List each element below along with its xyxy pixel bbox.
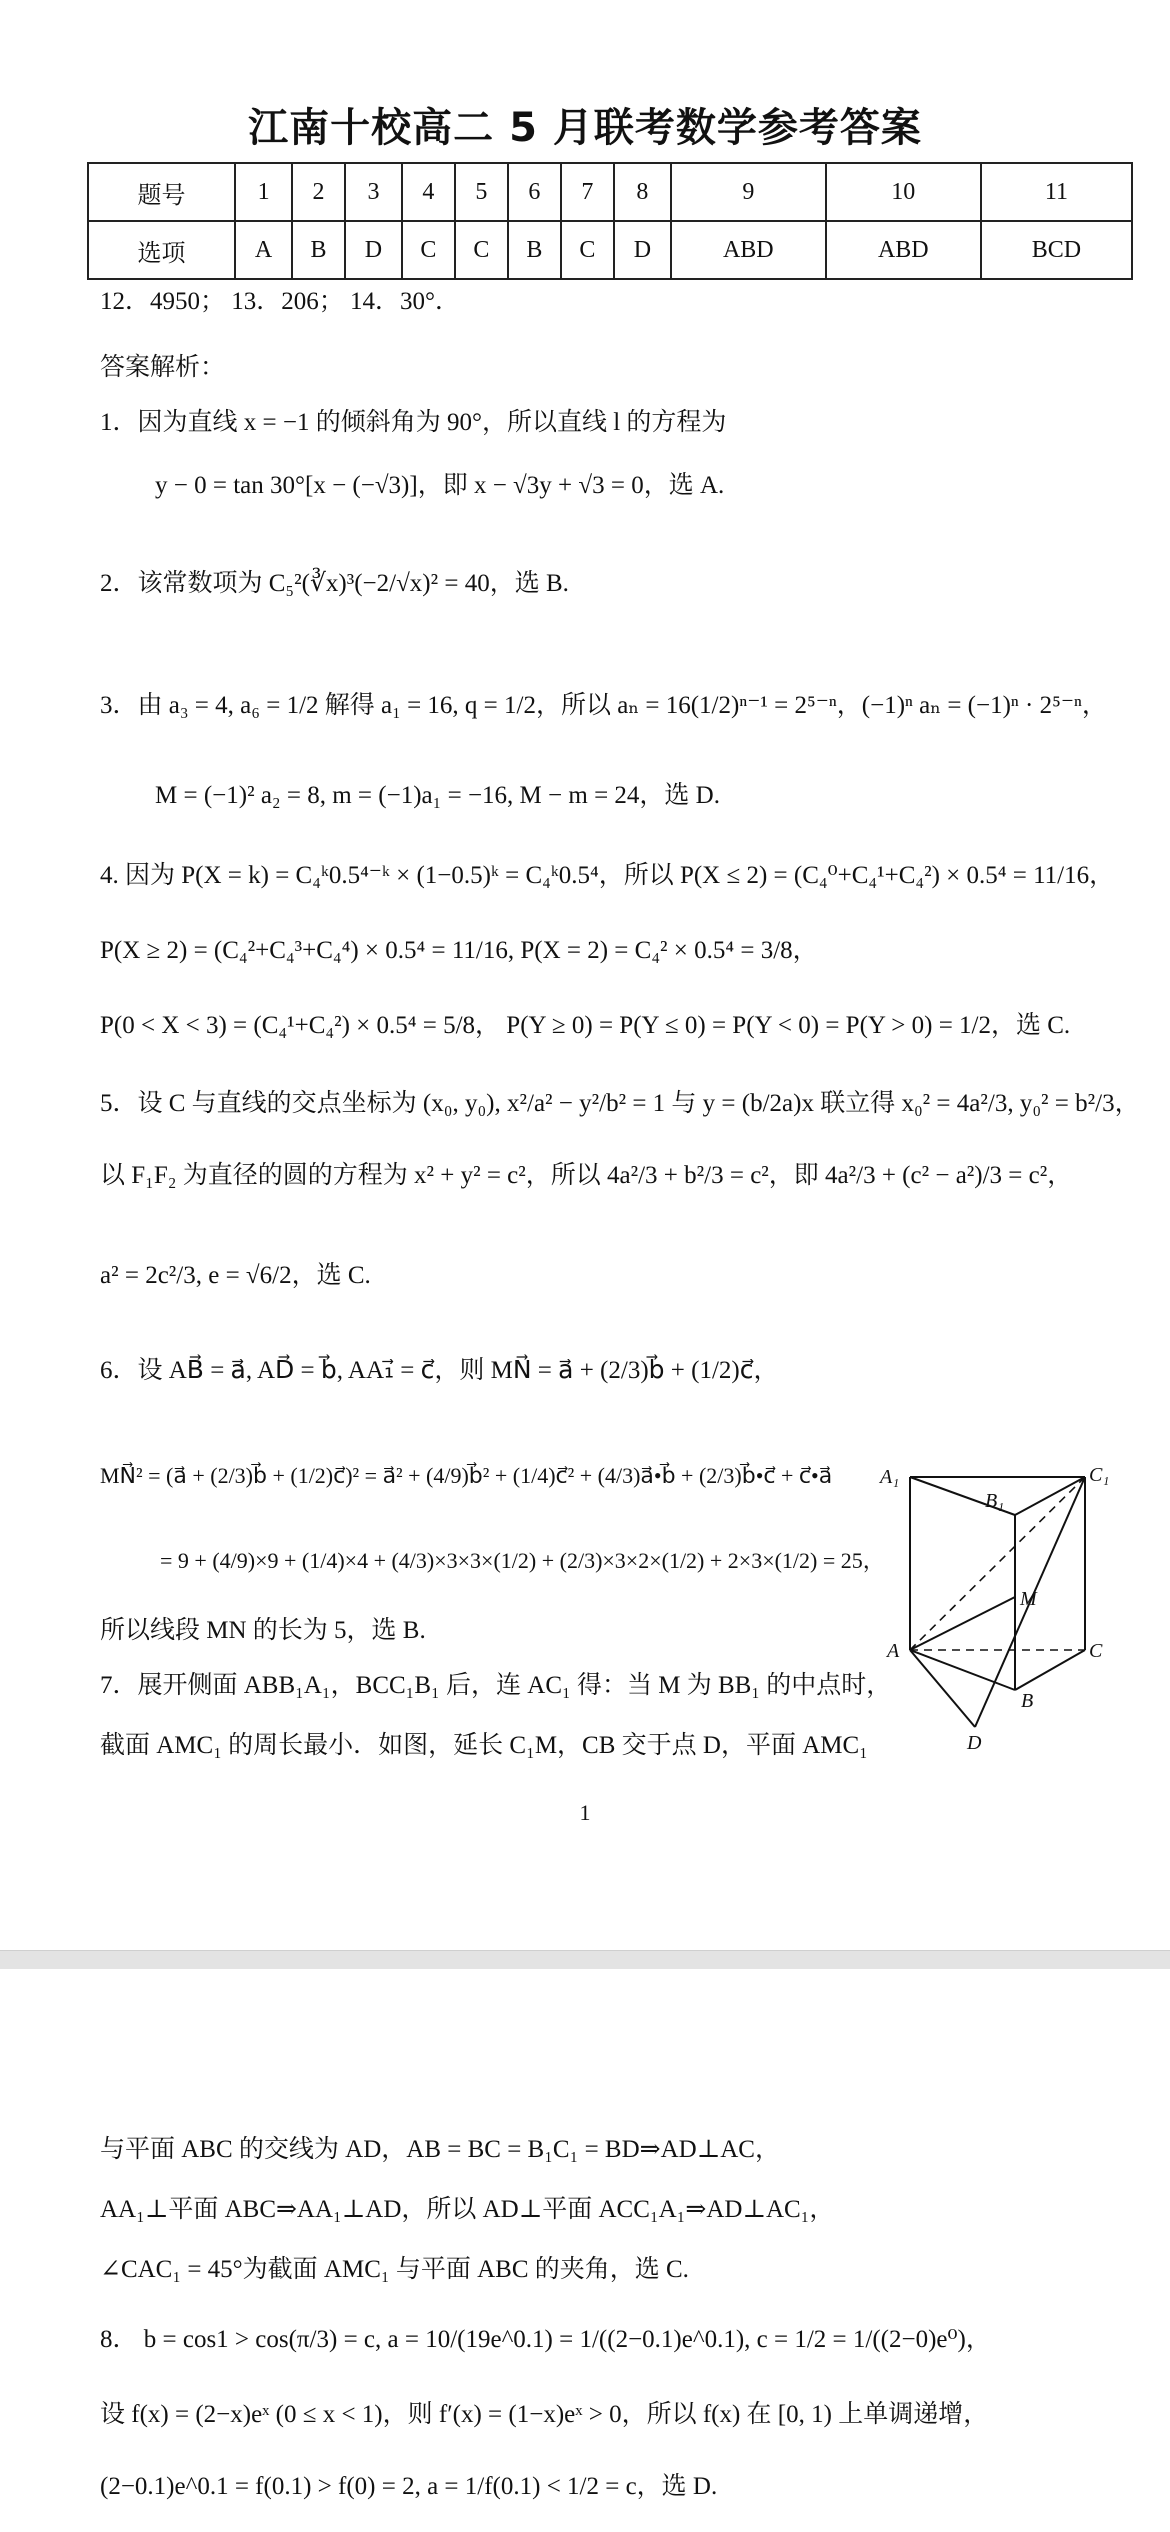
solution-line: 6．设 AB⃗ = a⃗, AD⃗ = b⃗, AA₁⃗ = c⃗，则 MN⃗ = a⃗ + (2/3)b⃗ + (1/2)c⃗，	[100, 1357, 779, 1384]
solution-line: a² = 2c²/3, e = √6/2，选 C.	[100, 1262, 371, 1289]
table-cell: 4	[402, 163, 455, 221]
solution-line: = 9 + (4/9)×9 + (1/4)×4 + (4/3)×3×3×(1/2) + (2/3)×3×2×(1/2) + 2×3×(1/2) = 25，	[160, 1548, 885, 1573]
table-cell: ABD	[826, 221, 981, 279]
solution-line: 2．该常数项为 C₅²(∛x)³(−2/√x)² = 40，选 B.	[100, 570, 569, 597]
table-cell: D	[614, 221, 671, 279]
label-a: A	[887, 1640, 900, 1662]
solution-line: 3．由 a₃ = 4, a₆ = 1/2 解得 a₁ = 16, q = 1/2，所以 aₙ = 16(1/2)ⁿ⁻¹ = 2⁵⁻ⁿ，(−1)ⁿ aₙ = (−1)ⁿ · 2⁵⁻ⁿ，	[100, 692, 1107, 719]
solution-line: 以 F₁F₂ 为直径的圆的方程为 x² + y² = c²，所以 4a²/3 + b²/3 = c²，即 4a²/3 + (c² − a²)/3 = c²，	[100, 1162, 1073, 1189]
solution-line: y − 0 = tan 30°[x − (−√3)]，即 x − √3y + √3 = 0，选 A.	[155, 472, 725, 499]
document-title: 江南十校高二 5 月联考数学参考答案	[248, 105, 922, 151]
table-cell: 7	[561, 163, 614, 221]
solution-line: (2−0.1)e^0.1 = f(0.1) > f(0) = 2, a = 1/f(0.1) < 1/2 = c，选 D.	[100, 2473, 718, 2500]
solution-line: 截面 AMC₁ 的周长最小．如图，延长 C₁M，CB 交于点 D，平面 AMC₁	[100, 1732, 868, 1759]
solution-line: 7．展开侧面 ABB₁A₁，BCC₁B₁ 后，连 AC₁ 得：当 M 为 BB₁ 的中点时，	[100, 1672, 892, 1699]
answer-table	[87, 162, 1133, 280]
table-cell: 选项	[88, 221, 235, 279]
table-cell: C	[561, 221, 614, 279]
solution-line: MN⃗² = (a⃗ + (2/3)b⃗ + (1/2)c⃗)² = a⃗² + (4/9)b⃗² + (1/4)c⃗² + (4/3)a⃗•b⃗ + (2/3)b⃗•c⃗ + c⃗•a⃗	[100, 1463, 833, 1488]
table-cell: 1	[235, 163, 292, 221]
table-cell: C	[455, 221, 508, 279]
table-cell: 11	[981, 163, 1132, 221]
solution-line: P(0 < X < 3) = (C₄¹+C₄²) × 0.5⁴ = 5/8， P(Y ≥ 0) = P(Y ≤ 0) = P(Y < 0) = P(Y > 0) = 1/2，选 C.	[100, 1012, 1071, 1039]
label-m: M	[1020, 1588, 1037, 1610]
solution-line: 与平面 ABC 的交线为 AD，AB = BC = B₁C₁ = BD⇒AD⊥AC，	[100, 2136, 780, 2163]
page-2	[0, 1969, 1170, 2532]
page-separator	[0, 1950, 1170, 1970]
table-cell: 2	[292, 163, 345, 221]
label-c1: C₁	[1089, 1464, 1110, 1486]
solution-line: 设 f(x) = (2−x)eˣ (0 ≤ x < 1)，则 f′(x) = (1−x)eˣ > 0，所以 f(x) 在 [0, 1) 上单调递增，	[100, 2401, 989, 2428]
table-cell: D	[345, 221, 402, 279]
solution-line: P(X ≥ 2) = (C₄²+C₄³+C₄⁴) × 0.5⁴ = 11/16, P(X = 2) = C₄² × 0.5⁴ = 3/8，	[100, 937, 818, 964]
table-cell: 10	[826, 163, 981, 221]
table-row	[88, 163, 1132, 221]
solution-line: 1．因为直线 x = −1 的倾斜角为 90°，所以直线 l 的方程为	[100, 409, 727, 436]
table-cell: B	[508, 221, 561, 279]
table-cell: C	[402, 221, 455, 279]
solution-line: 所以线段 MN 的长为 5，选 B.	[100, 1617, 426, 1644]
solution-line: 4. 因为 P(X = k) = C₄ᵏ0.5⁴⁻ᵏ × (1−0.5)ᵏ = C₄ᵏ0.5⁴，所以 P(X ≤ 2) = (C₄⁰+C₄¹+C₄²) × 0.5⁴ = 11/16，	[100, 862, 1115, 889]
analysis-heading: 答案解析：	[100, 354, 226, 381]
table-cell: 9	[671, 163, 826, 221]
table-cell: A	[235, 221, 292, 279]
edge-bc	[1015, 1650, 1085, 1690]
label-b1: B₁	[985, 1490, 1005, 1512]
page-number: 1	[579, 1800, 591, 1825]
table-cell: 5	[455, 163, 508, 221]
table-cell: B	[292, 221, 345, 279]
table-cell: BCD	[981, 221, 1132, 279]
prism-figure	[875, 1455, 1145, 1755]
table-cell: 8	[614, 163, 671, 221]
solution-line: M = (−1)² a₂ = 8, m = (−1)a₁ = −16, M − m = 24，选 D.	[155, 782, 720, 809]
fill-answers: 12．4950； 13．206； 14．30°．	[100, 288, 460, 315]
edge-am	[910, 1597, 1015, 1650]
label-a1: A₁	[880, 1466, 900, 1488]
solution-line: 5．设 C 与直线的交点坐标为 (x₀, y₀), x²/a² − y²/b² = 1 与 y = (b/2a)x 联立得 x₀² = 4a²/3, y₀² = b²/3，	[100, 1090, 1140, 1117]
label-b: B	[1021, 1690, 1034, 1712]
table-cell: ABD	[671, 221, 826, 279]
solution-line: AA₁⊥平面 ABC⇒AA₁⊥AD，所以 AD⊥平面 ACC₁A₁⇒AD⊥AC₁，	[100, 2196, 835, 2223]
solution-line: 8． b = cos1 > cos(π/3) = c, a = 10/(19e^0.1) = 1/((2−0.1)e^0.1), c = 1/2 = 1/((2−0)e⁰)，	[100, 2326, 991, 2353]
label-c: C	[1089, 1640, 1103, 1662]
solution-line: ∠CAC₁ = 45°为截面 AMC₁ 与平面 ABC 的夹角，选 C.	[100, 2256, 689, 2283]
table-cell: 题号	[88, 163, 235, 221]
table-row	[88, 221, 1132, 279]
table-cell: 6	[508, 163, 561, 221]
label-d: D	[967, 1732, 982, 1754]
table-cell: 3	[345, 163, 402, 221]
edge-b1c1	[1015, 1477, 1085, 1515]
